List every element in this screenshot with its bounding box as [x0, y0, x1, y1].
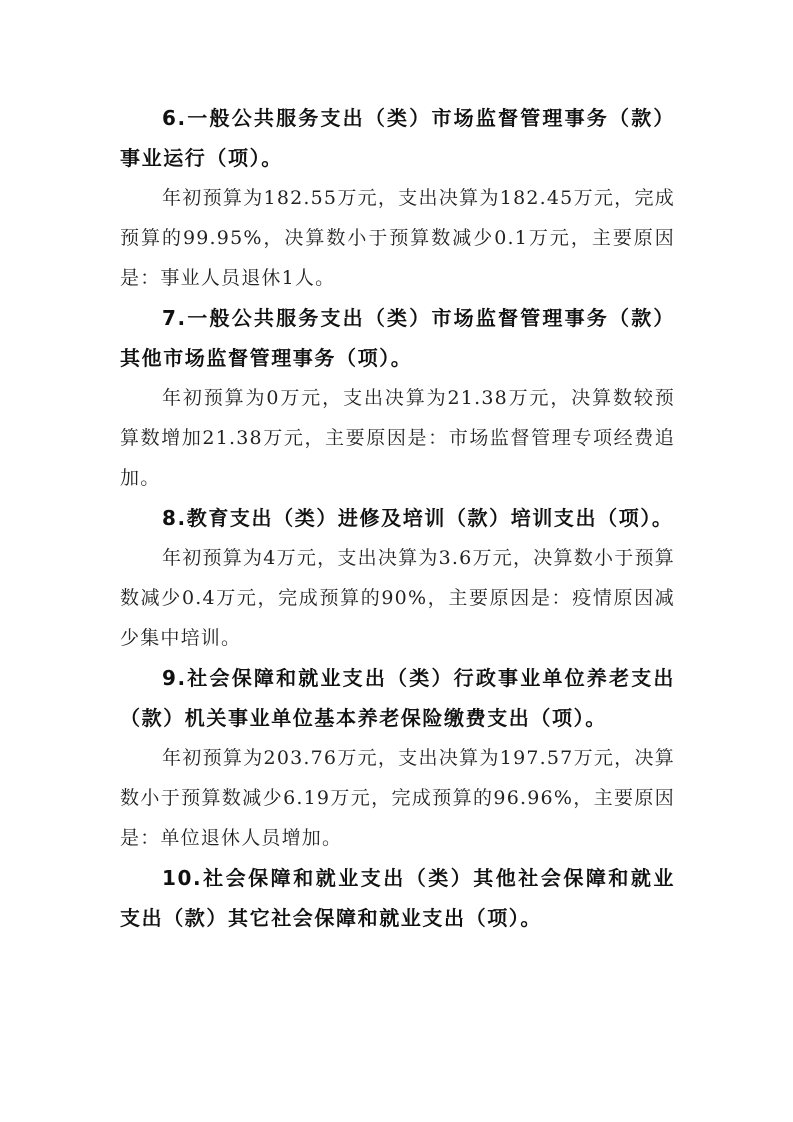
section-6-heading: 6.一般公共服务支出（类）市场监督管理事务（款）事业运行（项）。	[120, 106, 675, 170]
section-9-body: 年初预算为203.76万元，支出决算为197.57万元，决算数小于预算数减少6.19万元，完成预算的96.96%，主要原因是：单位退休人员增加。	[120, 747, 675, 849]
section-8-heading: 8.教育支出（类）进修及培训（款）培训支出（项）。	[162, 506, 674, 530]
document-body	[120, 98, 675, 938]
section-9-heading: 9.社会保障和就业支出（类）行政事业单位养老支出（款）机关事业单位基本养老保险缴费支出（项）。	[120, 666, 675, 730]
section-7-heading: 7.一般公共服务支出（类）市场监督管理事务（款）其他市场监督管理事务（项）。	[120, 306, 675, 370]
section-10-heading: 10.社会保障和就业支出（类）其他社会保障和就业支出（款）其它社会保障和就业支出（项）。	[120, 866, 675, 930]
section-7-body: 年初预算为0万元，支出决算为21.38万元，决算数较预算数增加21.38万元，主要原因是：市场监督管理专项经费追加。	[120, 387, 675, 489]
section-6-body: 年初预算为182.55万元，支出决算为182.45万元，完成预算的99.95%，决算数小于预算数减少0.1万元，主要原因是：事业人员退休1人。	[120, 187, 675, 289]
section-8-body: 年初预算为4万元，支出决算为3.6万元，决算数小于预算数减少0.4万元，完成预算的90%，主要原因是：疫情原因减少集中培训。	[120, 547, 675, 649]
